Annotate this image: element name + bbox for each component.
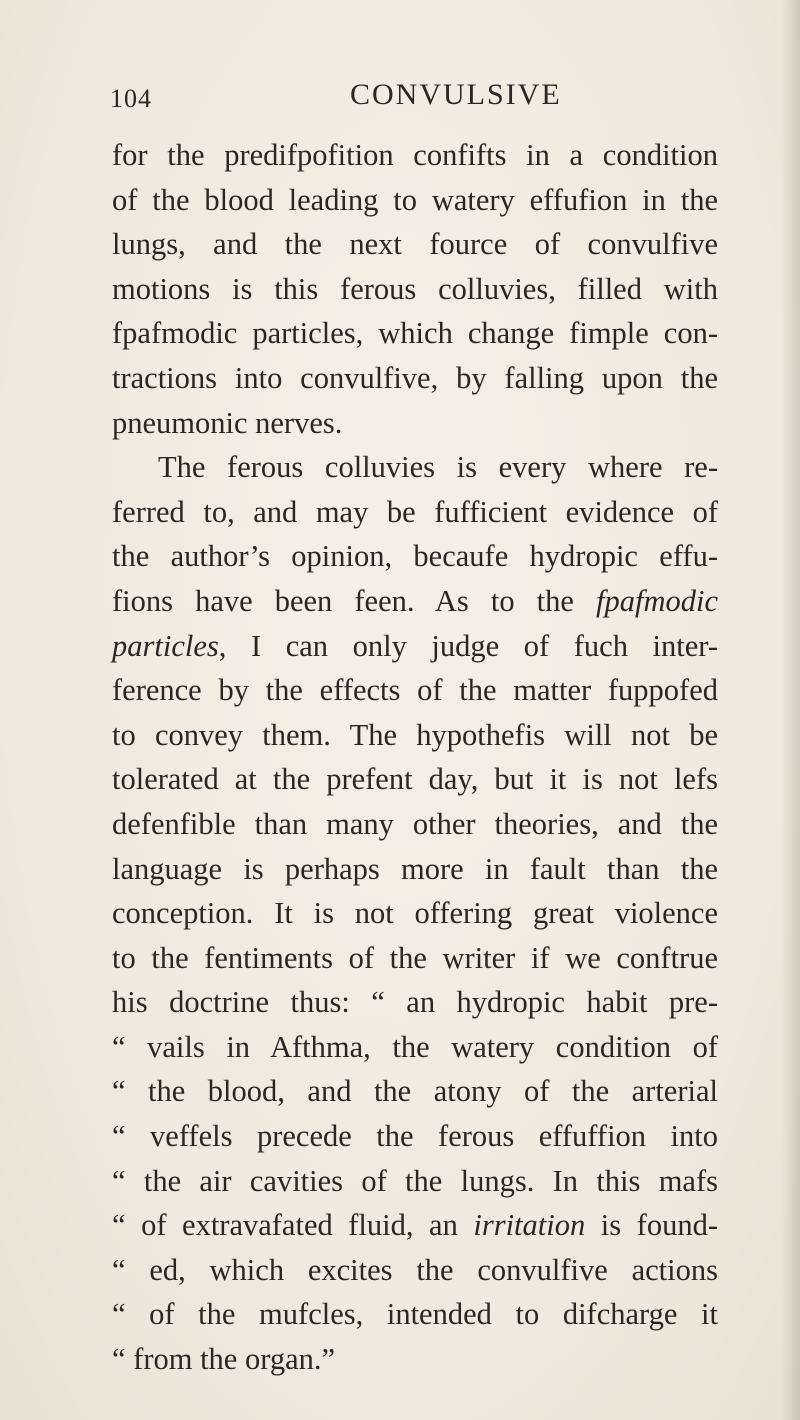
text-line: to the fentiments of the writer if we conftrue — [112, 940, 718, 975]
italic-term: particles — [112, 628, 219, 663]
text-line — [112, 1203, 718, 1248]
italic-term: irritation — [473, 1208, 586, 1243]
text-line: pneumonic nerves. — [112, 405, 343, 440]
text-line: “ the air cavities of the lungs. In this mafs — [112, 1163, 718, 1198]
text-line: of the blood leading to watery effufion in the — [112, 182, 718, 217]
text-line: for the predifpofition confifts in a condition — [112, 138, 718, 172]
text-segment: fions have been feen. As to the — [112, 583, 596, 618]
text-segment: , I can only judge of fuch inter- — [218, 628, 718, 663]
text-line: defenfible than many other theories, and the — [112, 806, 718, 841]
text-line: “ veffels precede the ferous effuffion into — [112, 1119, 718, 1154]
text-line: The ferous colluvies is every where re- — [158, 450, 718, 485]
text-line: the author’s opinion, becaufe hydropic effu- — [112, 539, 718, 574]
text-segment: is found- — [585, 1208, 718, 1243]
header-title: CONVULSIVE — [350, 78, 562, 111]
text-line: lungs, and the next fource of convulfive — [112, 227, 718, 262]
text-line: ferred to, and may be fufficient evidence of — [112, 494, 718, 529]
text-line: language is perhaps more in fault than the — [112, 851, 718, 886]
text-line: ference by the effects of the matter fuppofed — [112, 673, 718, 708]
text-segment: “ of extravafated fluid, an — [112, 1208, 474, 1243]
text-line: fpafmodic particles, which change fimple con- — [112, 316, 718, 351]
text-line — [112, 579, 718, 624]
text-line: to convey them. The hypothefis will not be — [112, 717, 718, 752]
text-line: “ from the organ.” — [112, 1342, 336, 1377]
text-line: tolerated at the prefent day, but it is not lefs — [112, 762, 718, 797]
text-line: “ the blood, and the atony of the arterial — [112, 1074, 718, 1109]
body-text — [112, 133, 718, 1382]
italic-term: fpafmodic — [596, 583, 718, 618]
text-line: “ of the mufcles, intended to difcharge it — [112, 1297, 718, 1332]
running-head — [110, 78, 730, 118]
text-line — [112, 624, 718, 669]
text-line: tractions into convulfive, by falling upon the — [112, 360, 718, 395]
text-line: motions is this ferous colluvies, filled with — [112, 271, 718, 306]
page-number: 104 — [110, 84, 152, 113]
text-line: “ ed, which excites the convulfive actions — [112, 1252, 718, 1287]
text-line: conception. It is not offering great violence — [112, 896, 718, 931]
text-line: “ vails in Afthma, the watery condition of — [112, 1029, 718, 1064]
text-line: his doctrine thus: “ an hydropic habit pre- — [112, 985, 718, 1020]
